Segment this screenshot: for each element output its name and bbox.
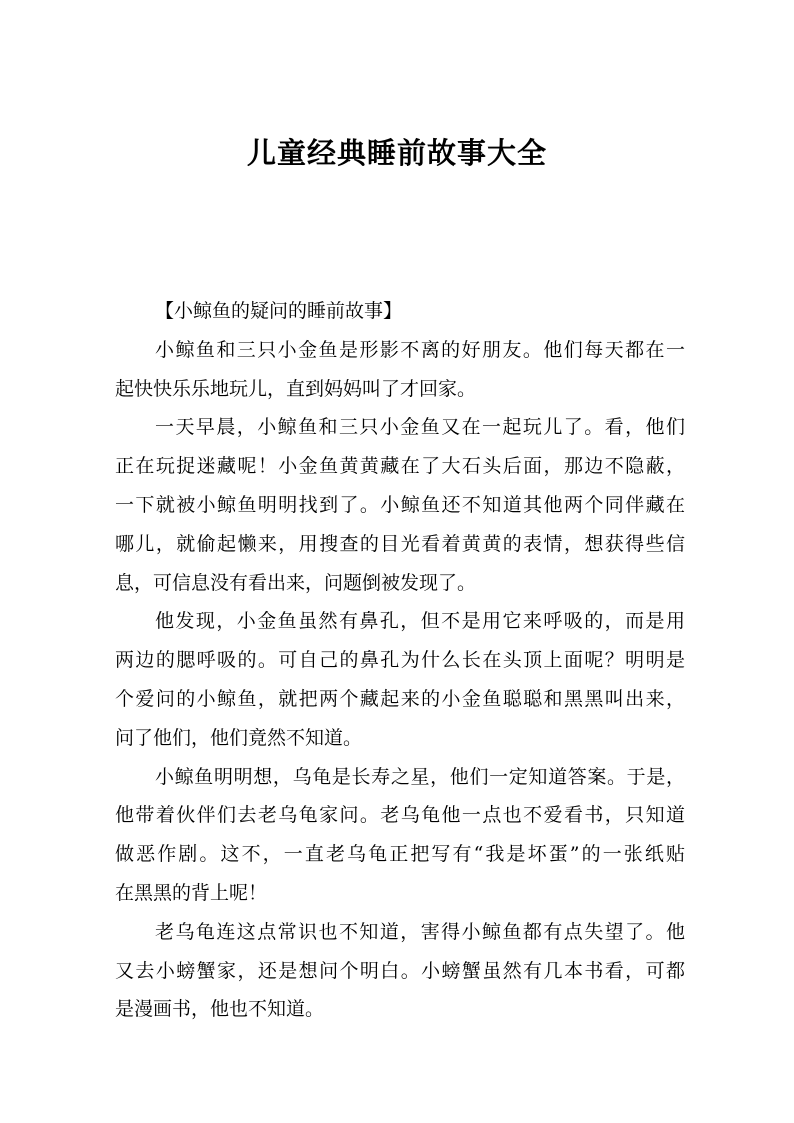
story-body (115, 292, 685, 1029)
paragraph-line: 做恶作剧。这不，一直老乌龟正把写有“我是坏蛋”的一张纸贴 (115, 843, 685, 866)
paragraph-line: 起快快乐乐地玩儿，直到妈妈叫了才回家。 (115, 377, 477, 400)
paragraph-line: 小鲸鱼明明想，乌龟是长寿之星，他们一定知道答案。于是， (155, 765, 685, 788)
paragraph-line: 个爱问的小鲸鱼，就把两个藏起来的小金鱼聪聪和黑黑叫出来， (115, 687, 685, 710)
paragraph-1 (115, 331, 685, 409)
paragraph-line: 在黑黑的背上呢！ (115, 881, 268, 904)
paragraph-4 (115, 758, 685, 913)
paragraph-line: 一下就被小鲸鱼明明找到了。小鲸鱼还不知道其他两个同伴藏在 (115, 493, 685, 516)
paragraph-line: 他发现，小金鱼虽然有鼻孔，但不是用它来呼吸的，而是用 (155, 610, 685, 633)
paragraph-line: 他带着伙伴们去老乌龟家问。老乌龟他一点也不爱看书，只知道 (115, 804, 685, 827)
paragraph-line: 哪儿，就偷起懒来，用搜查的目光看着黄黄的表情，想获得些信 (115, 532, 685, 555)
paragraph-line: 问了他们，他们竟然不知道。 (115, 726, 363, 749)
paragraph-line: 息，可信息没有看出来，问题倒被发现了。 (115, 571, 477, 594)
paragraph-2 (115, 408, 685, 602)
paragraph-5 (115, 913, 685, 1029)
paragraph-line: 一天早晨，小鲸鱼和三只小金鱼又在一起玩儿了。看，他们 (155, 416, 685, 439)
paragraph-3 (115, 602, 685, 757)
paragraph-line: 正在玩捉迷藏呢！小金鱼黄黄藏在了大石头后面，那边不隐蔽， (115, 455, 685, 478)
paragraph-line: 小鲸鱼和三只小金鱼是形影不离的好朋友。他们每天都在一 (155, 338, 685, 361)
paragraph-line: 是漫画书，他也不知道。 (115, 998, 325, 1021)
paragraph-line: 两边的腮呼吸的。可自己的鼻孔为什么长在头顶上面呢？明明是 (115, 649, 685, 672)
paragraph-line: 老乌龟连这点常识也不知道，害得小鲸鱼都有点失望了。他 (155, 920, 685, 943)
document-title: 儿童经典睡前故事大全 (246, 136, 547, 170)
paragraph-line: 又去小螃蟹家，还是想问个明白。小螃蟹虽然有几本书看，可都 (115, 959, 685, 982)
section-heading: 【小鲸鱼的疑问的睡前故事】 (155, 300, 403, 322)
